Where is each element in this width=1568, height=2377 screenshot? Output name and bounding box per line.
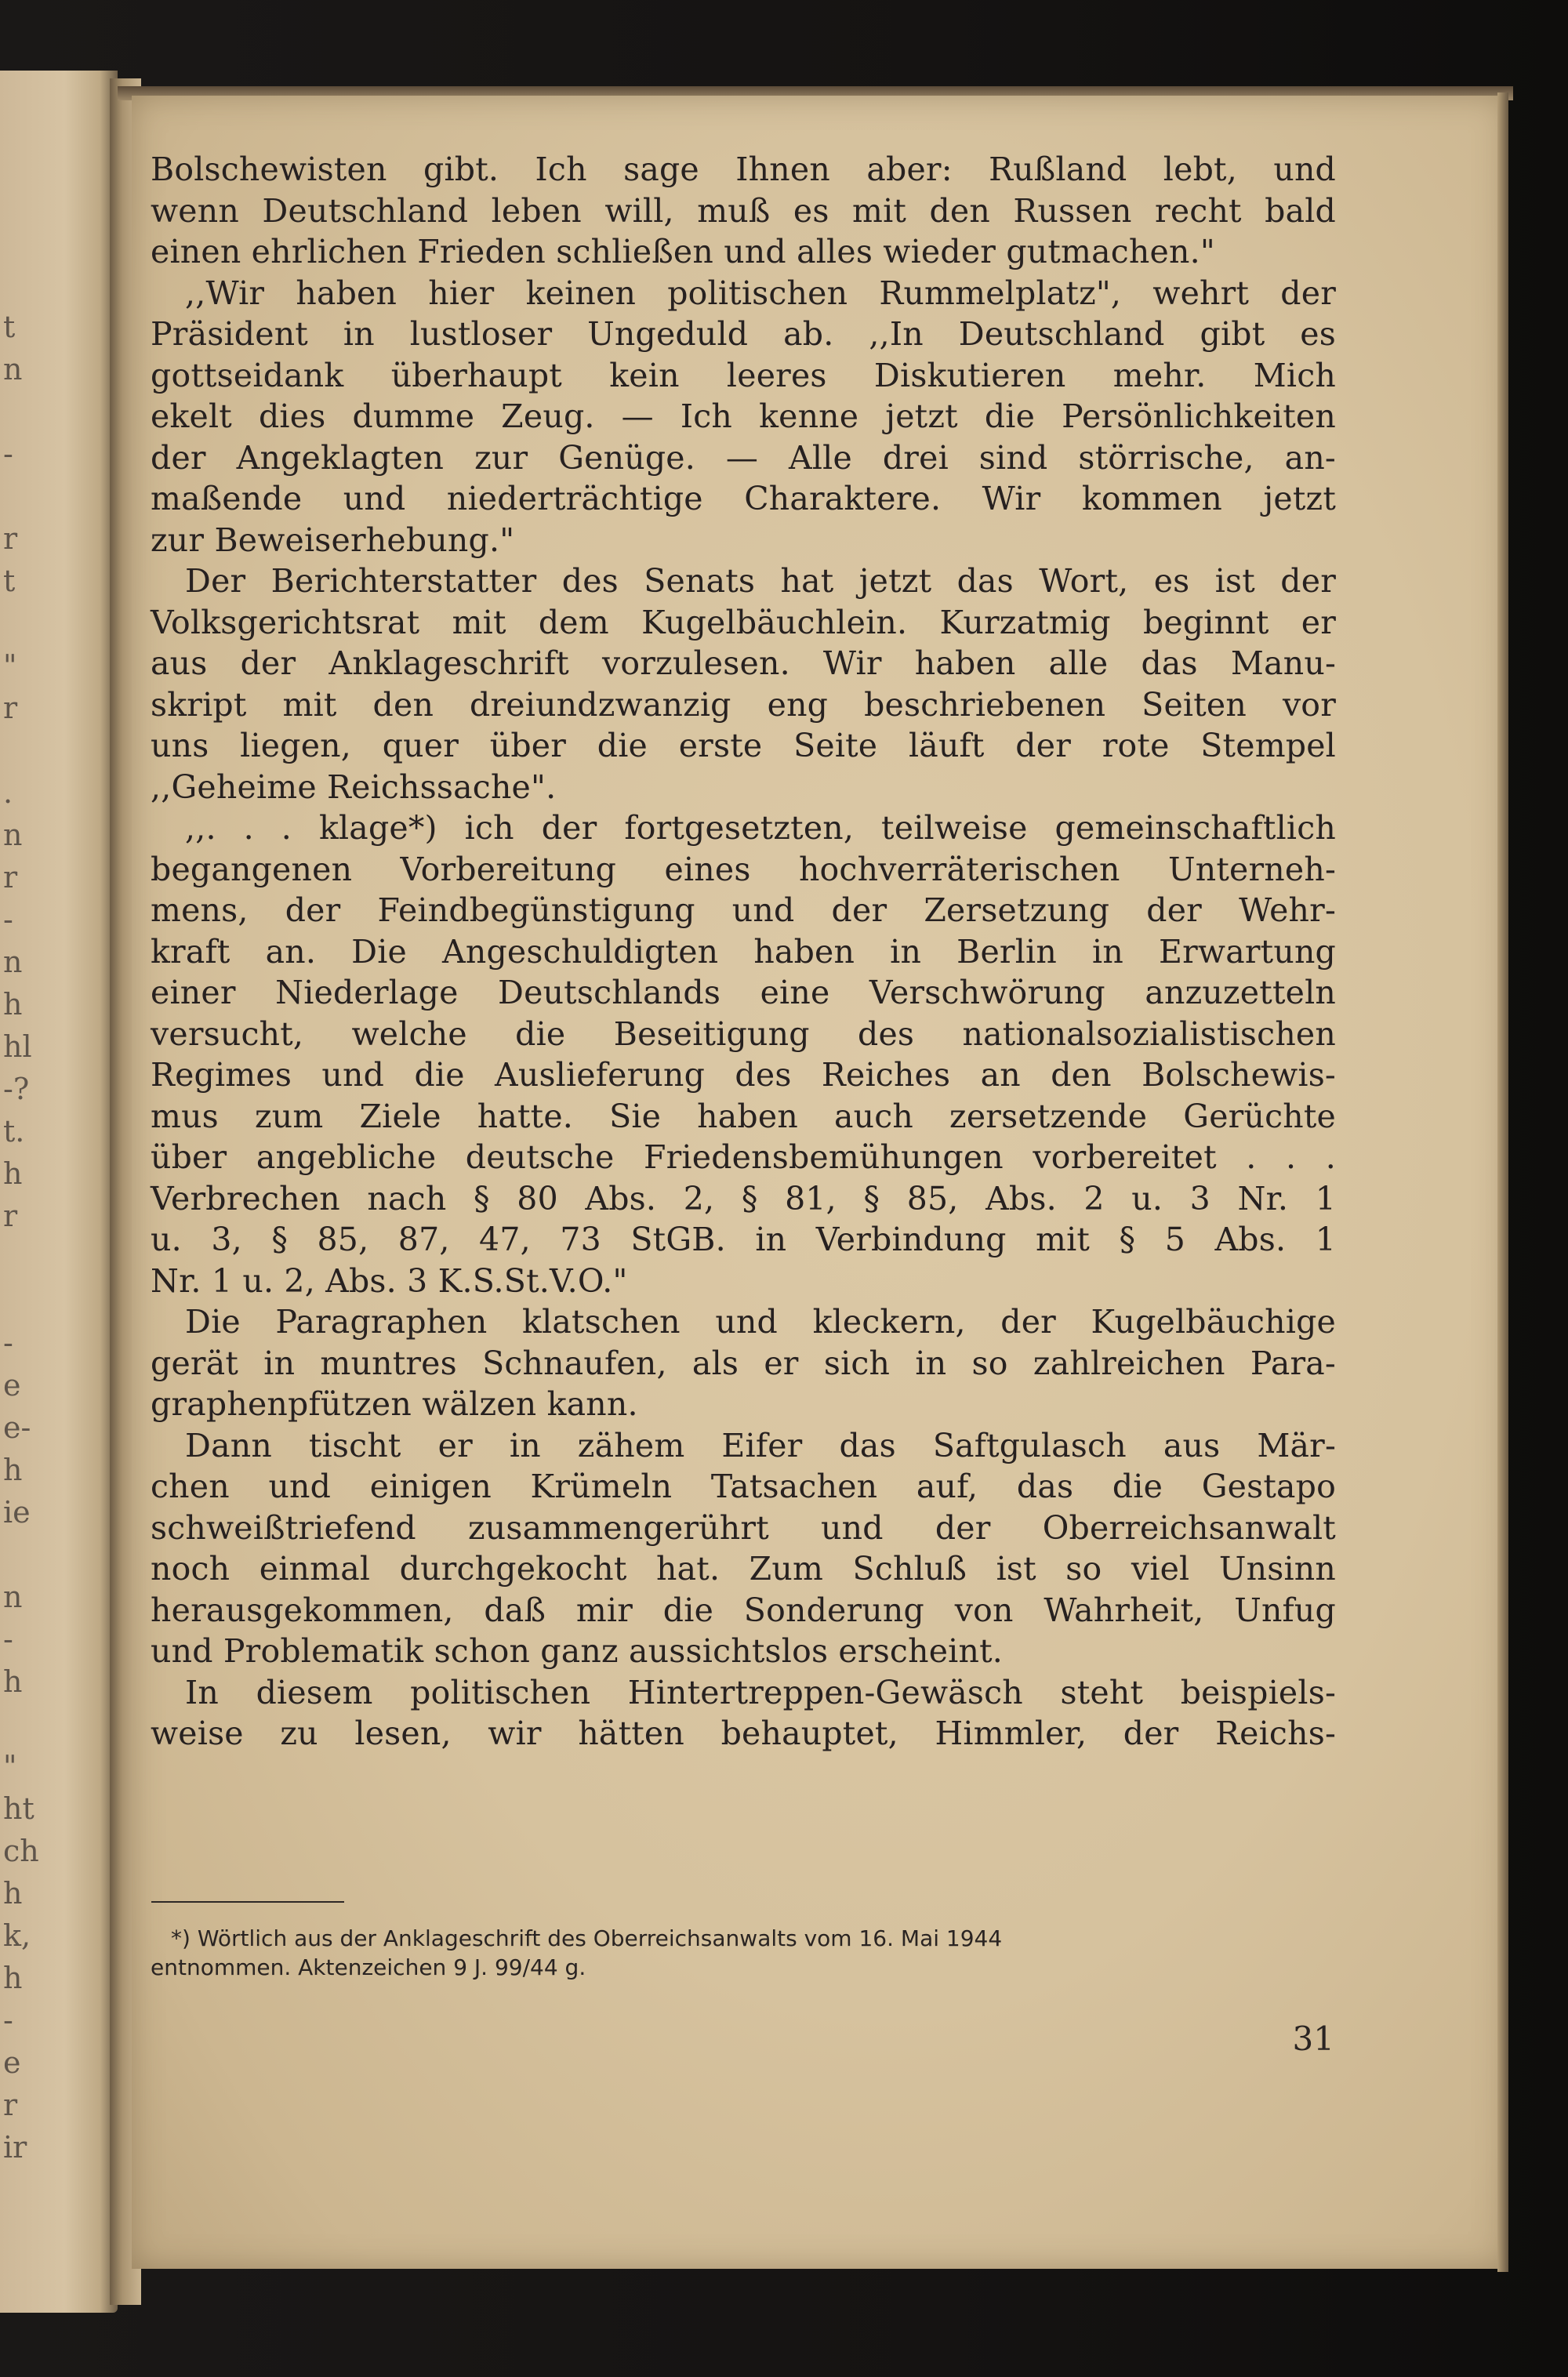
body-line: einer Niederlage Deutschlands eine Verschwörung anzuzetteln — [151, 974, 1336, 1011]
body-line: Nr. 1 u. 2, Abs. 3 K.S.St.V.O." — [151, 1261, 628, 1300]
body-line: mens, der Feindbegünstigung und der Zersetzung der Wehr- — [151, 891, 1336, 929]
footnote — [151, 1924, 1336, 1982]
body-line: ,,. . . klage*) ich der fortgesetzten, teilweise gemeinschaftlich — [185, 809, 1336, 847]
body-line: kraft an. Die Angeschuldigten haben in Berlin in Erwartung — [151, 932, 1336, 971]
page-right-edge — [1497, 93, 1508, 2272]
body-line: noch einmal durchgekocht hat. Zum Schluß ist so viel Unsinn — [151, 1550, 1336, 1588]
body-line: ,,Geheime Reichssache". — [151, 768, 557, 806]
body-line: einen ehrlichen Frieden schließen und alles wieder gutmachen." — [151, 233, 1215, 270]
body-line: schweißtriefend zusammengerührt und der Oberreichsanwalt — [151, 1508, 1336, 1547]
previous-page-edge — [0, 71, 118, 2313]
body-line: uns liegen, quer über die erste Seite läuft der rote Stempel — [151, 727, 1336, 764]
body-line: aus der Anklageschrift vorzulesen. Wir haben alle das Manu- — [151, 644, 1336, 682]
body-line: Die Paragraphen klatschen und kleckern, der Kugelbäuchige — [185, 1303, 1336, 1341]
body-line: In diesem politischen Hintertreppen-Gewäsch steht beispiels- — [185, 1673, 1336, 1711]
body-line: über angebliche deutsche Friedensbemühungen vorbereitet . . . — [151, 1138, 1336, 1176]
body-line: und Problematik schon ganz aussichtslos erscheint. — [151, 1632, 1003, 1670]
body-line: maßende und niederträchtige Charaktere. Wir kommen jetzt — [151, 480, 1336, 517]
body-line: Dann tischt er in zähem Eifer das Saftgulasch aus Mär- — [185, 1426, 1336, 1464]
body-line: Volksgerichtsrat mit dem Kugelbäuchlein. Kurzatmig beginnt er — [151, 603, 1336, 641]
body-line: mus zum Ziele hatte. Sie haben auch zersetzende Gerüchte — [151, 1097, 1336, 1135]
footnote-rule — [151, 1901, 344, 1903]
body-line: zur Beweiserhebung." — [151, 521, 515, 559]
body-line: graphenpfützen wälzen kann. — [151, 1385, 638, 1423]
page-number: 31 — [1292, 2020, 1334, 2058]
body-line: Der Berichterstatter des Senats hat jetzt das Wort, es ist der — [185, 562, 1336, 600]
body-line: Präsident in lustloser Ungeduld ab. ,,In Deutschland gibt es — [151, 315, 1336, 353]
body-line: gerät in muntres Schnaufen, als er sich in so zahlreichen Para- — [151, 1344, 1336, 1382]
body-line: ,,Wir haben hier keinen politischen Rummelplatz", wehrt der — [185, 274, 1336, 312]
body-line: weise zu lesen, wir hätten behauptet, Himmler, der Reichs- — [151, 1715, 1336, 1752]
body-line: herausgekommen, daß mir die Sonderung von Wahrheit, Unfug — [151, 1591, 1336, 1629]
body-line: Verbrechen nach § 80 Abs. 2, § 81, § 85, Abs. 2 u. 3 Nr. 1 — [151, 1179, 1336, 1218]
body-line: versucht, welche die Beseitigung des nationalsozialistischen — [151, 1014, 1336, 1053]
body-text — [151, 149, 1336, 1755]
footnote-line-1: *) Wörtlich aus der Anklageschrift des Oberreichsanwalts vom 16. Mai 1944 — [171, 1925, 1003, 1951]
body-line: ekelt dies dumme Zeug. — Ich kenne jetzt die Persönlichkeiten — [151, 397, 1336, 435]
footnote-line-2: entnommen. Aktenzeichen 9 J. 99/44 g. — [151, 1954, 586, 1980]
body-line: u. 3, § 85, 87, 47, 73 StGB. in Verbindung mit § 5 Abs. 1 — [151, 1221, 1336, 1258]
body-line: Regimes und die Auslieferung des Reiches an den Bolschewis- — [151, 1056, 1336, 1094]
body-line: Bolschewisten gibt. Ich sage Ihnen aber: Rußland lebt, und — [151, 151, 1336, 188]
body-line: wenn Deutschland leben will, muß es mit den Russen recht bald — [151, 191, 1336, 230]
body-line: begangenen Vorbereitung eines hochverräterischen Unterneh- — [151, 850, 1336, 888]
body-line: chen und einigen Krümeln Tatsachen auf, das die Gestapo — [151, 1468, 1336, 1505]
body-line: der Angeklagten zur Genüge. — Alle drei sind störrische, an- — [151, 438, 1336, 477]
previous-page-text-fragments: t n - r t " r . n r - n h hl -? t. h r - e e- h ie n - h " ht ch h k, h - e r ir — [3, 310, 39, 2165]
body-line: gottseidank überhaupt kein leeres Diskutieren mehr. Mich — [151, 356, 1336, 394]
body-line: skript mit den dreiundzwanzig eng beschriebenen Seiten vor — [151, 685, 1336, 724]
